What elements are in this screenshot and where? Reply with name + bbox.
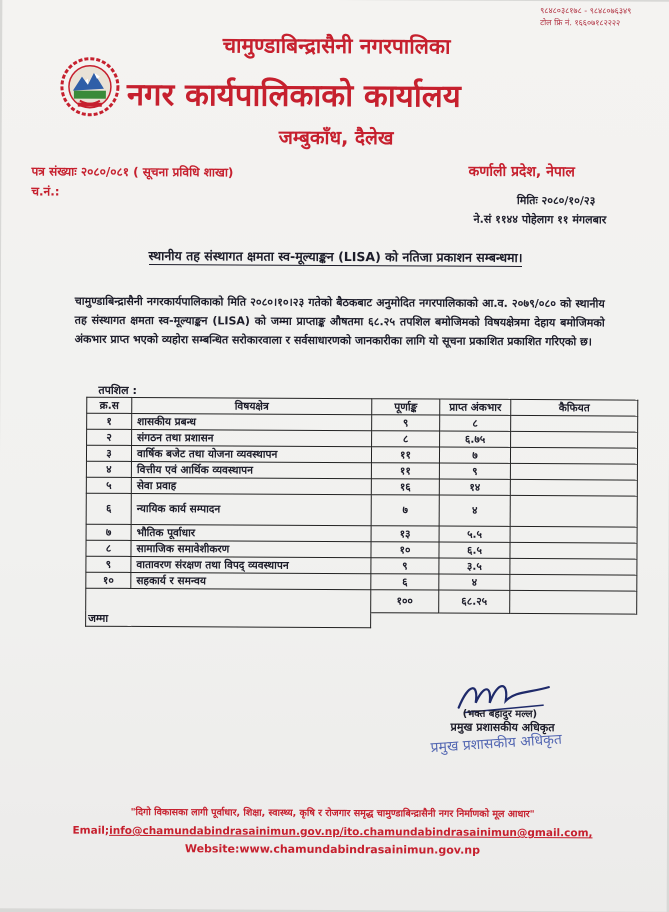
table-body	[86, 413, 638, 629]
nepal-sambat-date: ने.सं ११४४ पोहेलाग ११ मंगलबार	[473, 212, 607, 227]
footer-slogan: "दिगो विकासका लागी पूर्वाधार, शिक्षा, स्वास्थ्य, कृषि र रोजगार समृद्ध चामुण्डाबिन्द्रासैनी नगर निर्माणको मूल आधार"	[130, 806, 535, 821]
email-label: Email;	[72, 824, 110, 837]
signatory-name: (भक्त बहादुर मल्ल)	[462, 708, 538, 721]
row-remarks	[510, 463, 637, 480]
row-remarks	[510, 495, 637, 527]
subject-text: स्थानीय तह संस्थागत क्षमता स्व-मूल्याङ्कन (LISA) को नतिजा प्रकाशन सम्बन्धमा।	[148, 248, 523, 265]
total-blank-area	[131, 588, 371, 612]
row-obtained: ५.५	[439, 526, 510, 542]
header-remarks: कैफियत	[511, 399, 638, 416]
row-full-marks: १६	[371, 479, 439, 495]
total-full-marks: १००	[371, 590, 439, 613]
total-empty	[371, 612, 637, 629]
table-row	[86, 493, 637, 527]
total-blank	[86, 588, 131, 611]
footer-email	[0, 824, 667, 840]
row-full-marks: ८	[372, 431, 440, 447]
row-sn: ८	[86, 540, 131, 556]
dispatch-number: च.नं.:	[31, 184, 60, 199]
row-full-marks: ११	[371, 447, 439, 463]
subject-line	[1, 246, 669, 267]
letter-date: मितिः २०८०/१०/२३	[516, 193, 596, 208]
row-full-marks: ९	[372, 415, 440, 431]
row-obtained: ३.५	[439, 558, 510, 574]
row-sn: ९	[86, 556, 131, 572]
row-area: वातावरण संरक्षण तथा विपद् व्यवस्थापन	[131, 556, 371, 573]
footer-website[interactable]: Website:www.chamundabindrasainimun.gov.np	[184, 842, 481, 857]
row-full-marks: १३	[371, 526, 439, 542]
row-full-marks: ७	[371, 495, 439, 526]
row-sn: २	[87, 429, 132, 445]
row-area: सामाजिक समावेशीकरण	[131, 540, 371, 557]
details-label: तपशिल :	[98, 383, 137, 397]
row-area: शासकीय प्रबन्ध	[132, 413, 372, 430]
row-remarks	[510, 447, 637, 464]
header-sn: क्र.स	[87, 397, 132, 413]
email-link[interactable]: info@chamundabindrasainimun.gov.np/ito.chamundabindrasainimun@gmail.com,	[109, 824, 593, 840]
row-remarks	[510, 542, 637, 559]
row-remarks	[510, 558, 637, 575]
row-full-marks: १०	[371, 542, 439, 558]
row-full-marks: ९	[371, 558, 439, 574]
row-area: वार्षिक बजेट तथा योजना व्यवस्थापन	[131, 445, 371, 462]
row-remarks	[511, 431, 638, 448]
row-area: वित्तीय एवं आर्थिक व्यवस्थापन	[131, 461, 371, 478]
row-sn: ४	[86, 461, 131, 477]
row-obtained: ४	[439, 574, 510, 590]
total-remarks	[510, 590, 637, 613]
row-obtained: ६.५	[439, 542, 510, 558]
header-area: विषयक्षेत्र	[132, 397, 372, 414]
row-obtained: ७	[439, 447, 510, 463]
row-obtained: ९	[439, 463, 510, 479]
total-label-row	[86, 611, 637, 629]
row-obtained: ६.७५	[440, 431, 511, 447]
toll-free-number: टोल फ्रि नं. १६६०७१८२२२२	[540, 18, 621, 28]
row-obtained: ४	[439, 495, 510, 526]
phone-numbers	[540, 5, 631, 29]
row-area: न्यायिक कार्य सम्पादन	[131, 493, 371, 525]
row-area: सहकार्य र समन्वय	[131, 572, 371, 589]
total-obtained: ६८.२५	[439, 590, 510, 613]
row-remarks	[511, 415, 638, 432]
office-address: जम्बुकाँध, दैलेख	[278, 126, 394, 150]
header-obtained: प्राप्त अंकभार	[440, 399, 511, 415]
row-sn: ३	[86, 445, 131, 461]
row-sn: ६	[86, 493, 131, 524]
row-sn: ७	[86, 524, 131, 540]
province-label: कर्णाली प्रदेश, नेपाल	[468, 163, 575, 181]
mobile-number: ९८४८०३८१७८ - ९८४८०७६३४९	[540, 6, 632, 16]
row-obtained: ८	[440, 415, 511, 431]
row-sn: १	[87, 413, 132, 429]
row-area: संगठन तथा प्रशासन	[132, 429, 372, 446]
row-remarks	[510, 574, 637, 591]
lisa-results-table	[85, 397, 638, 630]
signatory-title: प्रमुख प्रशासकीय अधिकृत	[450, 720, 555, 735]
row-full-marks: ६	[371, 574, 439, 590]
official-stamp: प्रमुख प्रशासकीय अधिकृत	[430, 731, 563, 757]
nepal-emblem-icon	[60, 57, 120, 117]
row-area: भौतिक पूर्वाधार	[131, 524, 371, 541]
reference-number: पत्र संख्याः २०८०/०८१ ( सूचना प्रविधि शाखा)	[31, 164, 234, 180]
office-title: नगर कार्यपालिकाको कार्यालय	[126, 76, 461, 115]
row-full-marks: ११	[371, 463, 439, 479]
total-values-row	[86, 588, 637, 613]
row-obtained: १४	[439, 479, 510, 495]
row-area: सेवा प्रवाह	[131, 477, 371, 494]
row-remarks	[510, 526, 637, 543]
row-remarks	[510, 479, 637, 496]
letter-body: चामुण्डाबिन्द्रासैनी नगरकार्यपालिकाको मिति २०८०।१०।२३ गतेको बैठकबाट अनुमोदित नगरपालिकाको आ.व. २०७९/०८० को स्थानीय तह संस्थागत क्षमता स्व-मूल्याङ्कन (LISA) को जम्मा प्राप्ताङ्क औषतमा ६८.२५ तपशिल बमोजिमको विषयक्षेत्रमा देहाय बमोजिमको अंकभार प्राप्त भएको व्यहोरा सम्बन्धित सरोकारवाला र सर्वसाधारणको जानकारीका लागि यो सूचना प्रकाशित प्रकाशित गरिएको छ।	[74, 294, 605, 349]
municipality-name: चामुण्डाबिन्द्रासैनी नगरपालिका	[222, 33, 451, 59]
header-full-marks: पूर्णाङ्क	[372, 399, 440, 415]
row-sn: १०	[86, 572, 131, 588]
row-sn: ५	[86, 477, 131, 493]
total-label: जम्मा	[86, 611, 371, 628]
